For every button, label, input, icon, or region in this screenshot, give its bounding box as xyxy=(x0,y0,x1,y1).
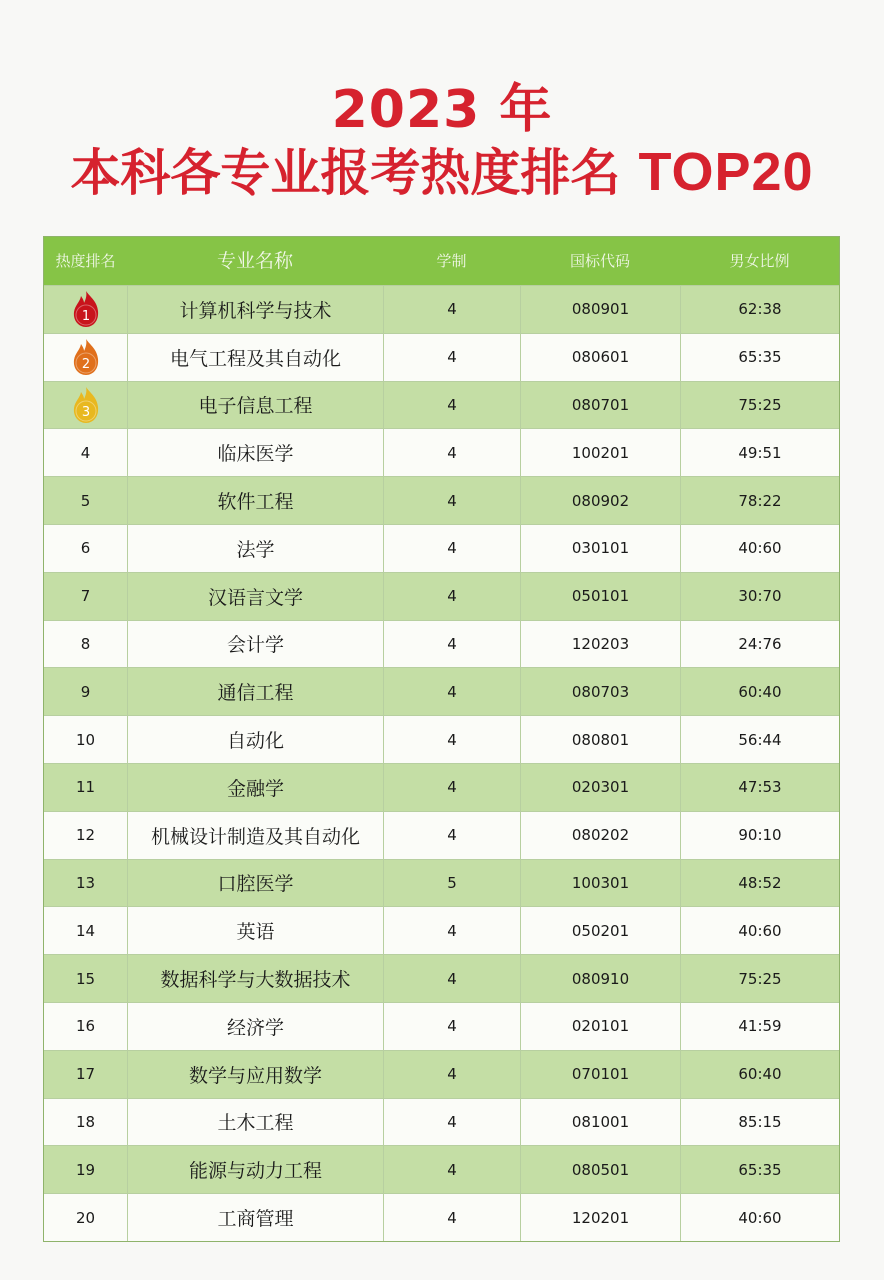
ratio-cell: 62:38 xyxy=(680,286,839,333)
rank-cell: 19 xyxy=(75,1160,96,1179)
major-name-cell: 口腔医学 xyxy=(127,860,383,907)
duration-cell: 4 xyxy=(383,668,520,715)
duration-cell: 5 xyxy=(383,860,520,907)
rank-cell: 9 xyxy=(80,682,91,701)
flame-medal-icon xyxy=(69,289,103,329)
ratio-cell: 40:60 xyxy=(680,1194,839,1241)
duration-cell: 4 xyxy=(383,1051,520,1098)
header-code: 国标代码 xyxy=(569,252,630,270)
duration-cell: 4 xyxy=(383,955,520,1002)
major-name-cell: 电子信息工程 xyxy=(127,382,383,429)
table-row xyxy=(44,476,839,524)
code-cell: 080901 xyxy=(520,286,680,333)
header-name: 专业名称 xyxy=(216,250,293,272)
rank-cell xyxy=(44,286,127,333)
ratio-cell: 41:59 xyxy=(680,1003,839,1050)
table-row xyxy=(44,667,839,715)
ratio-cell: 40:60 xyxy=(680,525,839,572)
major-name-cell: 经济学 xyxy=(127,1003,383,1050)
duration-cell: 4 xyxy=(383,1003,520,1050)
major-name-cell: 会计学 xyxy=(127,621,383,668)
major-name-cell: 能源与动力工程 xyxy=(127,1146,383,1193)
ratio-cell: 60:40 xyxy=(680,668,839,715)
duration-cell: 4 xyxy=(383,1146,520,1193)
code-cell: 100301 xyxy=(520,860,680,907)
ratio-cell: 30:70 xyxy=(680,573,839,620)
rank-cell: 8 xyxy=(80,634,91,653)
table-row xyxy=(44,333,839,381)
rank-cell: 5 xyxy=(80,491,91,510)
code-cell: 080910 xyxy=(520,955,680,1002)
ratio-cell: 40:60 xyxy=(680,907,839,954)
ratio-cell: 56:44 xyxy=(680,716,839,763)
table-row xyxy=(44,954,839,1002)
duration-cell: 4 xyxy=(383,429,520,476)
table-row xyxy=(44,1050,839,1098)
major-name-cell: 计算机科学与技术 xyxy=(127,286,383,333)
table-row xyxy=(44,906,839,954)
major-name-cell: 英语 xyxy=(127,907,383,954)
table-row xyxy=(44,572,839,620)
code-cell: 020101 xyxy=(520,1003,680,1050)
code-cell: 080202 xyxy=(520,812,680,859)
duration-cell: 4 xyxy=(383,1194,520,1241)
duration-cell: 4 xyxy=(383,764,520,811)
ranking-table xyxy=(43,236,840,1242)
rank-cell: 13 xyxy=(75,873,96,892)
major-name-cell: 通信工程 xyxy=(127,668,383,715)
rank-cell: 18 xyxy=(75,1112,96,1131)
table-row xyxy=(44,1145,839,1193)
duration-cell: 4 xyxy=(383,621,520,668)
page-title xyxy=(0,140,884,205)
flame-medal-icon xyxy=(69,385,103,425)
major-name-cell: 软件工程 xyxy=(127,477,383,524)
code-cell: 080701 xyxy=(520,382,680,429)
major-name-cell: 汉语言文学 xyxy=(127,573,383,620)
major-name-cell: 金融学 xyxy=(127,764,383,811)
major-name-cell: 电气工程及其自动化 xyxy=(127,334,383,381)
header-ratio: 男女比例 xyxy=(729,252,790,270)
ratio-cell: 75:25 xyxy=(680,382,839,429)
ratio-cell: 85:15 xyxy=(680,1099,839,1146)
ratio-cell: 75:25 xyxy=(680,955,839,1002)
major-name-cell: 机械设计制造及其自动化 xyxy=(127,812,383,859)
table-row xyxy=(44,1098,839,1146)
ratio-cell: 49:51 xyxy=(680,429,839,476)
major-name-cell: 土木工程 xyxy=(127,1099,383,1146)
rank-cell: 17 xyxy=(75,1065,96,1084)
code-cell: 070101 xyxy=(520,1051,680,1098)
ratio-cell: 24:76 xyxy=(680,621,839,668)
header-rank: 热度排名 xyxy=(55,252,116,270)
duration-cell: 4 xyxy=(383,525,520,572)
table-row xyxy=(44,1002,839,1050)
major-name-cell: 工商管理 xyxy=(127,1194,383,1241)
duration-cell: 4 xyxy=(383,382,520,429)
rank-cell: 20 xyxy=(75,1208,96,1227)
code-cell: 120201 xyxy=(520,1194,680,1241)
table-row xyxy=(44,524,839,572)
table-header xyxy=(44,237,839,285)
ratio-cell: 60:40 xyxy=(680,1051,839,1098)
table-row xyxy=(44,859,839,907)
rank-cell: 4 xyxy=(80,443,91,462)
rank-cell: 12 xyxy=(75,826,96,845)
table-row xyxy=(44,285,839,333)
duration-cell: 4 xyxy=(383,1099,520,1146)
code-cell: 100201 xyxy=(520,429,680,476)
code-cell: 030101 xyxy=(520,525,680,572)
table-row xyxy=(44,1193,839,1241)
title-year: 2023 年 xyxy=(331,80,553,140)
code-cell: 050101 xyxy=(520,573,680,620)
code-cell: 080902 xyxy=(520,477,680,524)
header-years: 学制 xyxy=(436,252,467,270)
ratio-cell: 47:53 xyxy=(680,764,839,811)
duration-cell: 4 xyxy=(383,573,520,620)
table-row xyxy=(44,811,839,859)
code-cell: 080801 xyxy=(520,716,680,763)
code-cell: 080601 xyxy=(520,334,680,381)
code-cell: 120203 xyxy=(520,621,680,668)
code-cell: 080501 xyxy=(520,1146,680,1193)
table-row xyxy=(44,381,839,429)
rank-cell xyxy=(44,382,127,429)
medal-rank-number: 1 xyxy=(81,309,90,325)
duration-cell: 4 xyxy=(383,477,520,524)
medal-rank-number: 2 xyxy=(81,357,90,373)
ratio-cell: 48:52 xyxy=(680,860,839,907)
title-top-label: TOP20 xyxy=(638,142,814,202)
rank-cell: 6 xyxy=(80,539,91,558)
code-cell: 050201 xyxy=(520,907,680,954)
ratio-cell: 65:35 xyxy=(680,334,839,381)
rank-cell: 11 xyxy=(75,778,96,797)
rank-cell: 7 xyxy=(80,587,91,606)
rank-cell: 14 xyxy=(75,921,96,940)
rank-cell: 15 xyxy=(75,969,96,988)
duration-cell: 4 xyxy=(383,812,520,859)
major-name-cell: 临床医学 xyxy=(127,429,383,476)
medal-rank-number: 3 xyxy=(81,404,90,420)
duration-cell: 4 xyxy=(383,334,520,381)
ratio-cell: 78:22 xyxy=(680,477,839,524)
table-row xyxy=(44,620,839,668)
ratio-cell: 90:10 xyxy=(680,812,839,859)
table-body xyxy=(44,285,839,1241)
duration-cell: 4 xyxy=(383,907,520,954)
code-cell: 081001 xyxy=(520,1099,680,1146)
major-name-cell: 数据科学与大数据技术 xyxy=(127,955,383,1002)
rank-cell: 10 xyxy=(75,730,96,749)
major-name-cell: 数学与应用数学 xyxy=(127,1051,383,1098)
rank-cell: 16 xyxy=(75,1017,96,1036)
title-main-text: 本科各专业报考热度排名 xyxy=(70,144,621,202)
major-name-cell: 自动化 xyxy=(127,716,383,763)
duration-cell: 4 xyxy=(383,716,520,763)
major-name-cell: 法学 xyxy=(127,525,383,572)
table-row xyxy=(44,763,839,811)
ratio-cell: 65:35 xyxy=(680,1146,839,1193)
duration-cell: 4 xyxy=(383,286,520,333)
flame-medal-icon xyxy=(69,337,103,377)
table-row xyxy=(44,428,839,476)
rank-cell xyxy=(44,334,127,381)
code-cell: 080703 xyxy=(520,668,680,715)
code-cell: 020301 xyxy=(520,764,680,811)
table-row xyxy=(44,715,839,763)
